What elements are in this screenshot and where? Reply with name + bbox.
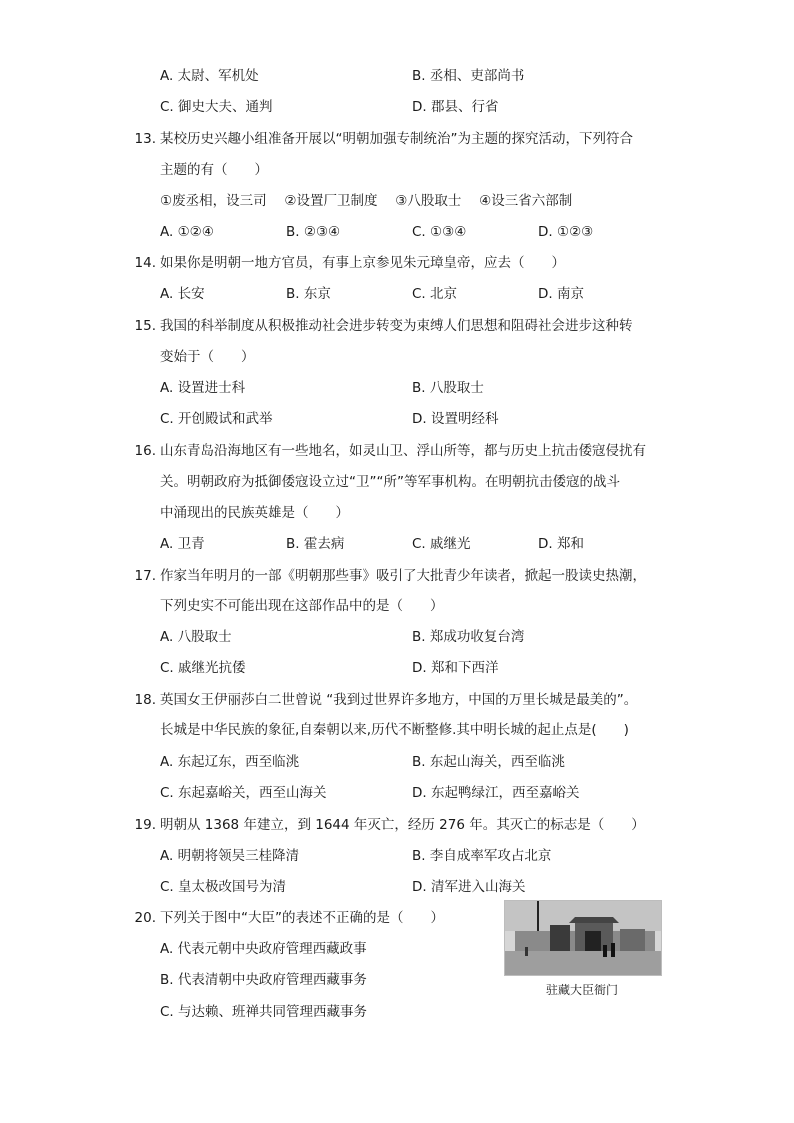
q17-stem-line1: 作家当年明月的一部《明朝那些事》吸引了大批青少年读者，掀起一股读史热潮， [160,568,646,584]
q13-stem-line2: 主题的有（ ） [160,162,268,178]
q18-option-c: C. 东起嘉峪关，西至山海关 [160,785,327,801]
yamen-photo-illustration [505,901,661,975]
q13-number: 13. [134,131,156,147]
q13-option-c: C. ①③④ [412,224,467,240]
q20-option-c: C. 与达赖、班禅共同管理西藏事务 [160,1004,368,1020]
q18-stem-line1: 英国女王伊丽莎白二世曾说 “我到过世界许多地方，中国的万里长城是最美的”。 [160,692,638,708]
q15-option-d: D. 设置明经科 [412,411,499,427]
q13-option-d: D. ①②③ [538,224,594,240]
q20-photo-caption: 驻藏大臣衙门 [545,983,618,997]
q13-items: ①废丞相，设三司 ②设置厂卫制度 ③八股取士 ④设三省六部制 [160,193,573,209]
q18-option-a: A. 东起辽东，西至临洮 [160,754,300,770]
q18-number: 18. [134,692,156,708]
q16-number: 16. [134,443,156,459]
q19-stem-line1: 明朝从 1368 年建立，到 1644 年灭亡，经历 276 年。其灭亡的标志是（ ） [160,817,645,833]
q20-option-b: B. 代表清朝中央政府管理西藏事务 [160,972,367,988]
q16-option-a: A. 卫青 [160,536,205,552]
q19-option-c: C. 皇太极改国号为清 [160,879,287,895]
q14-option-b: B. 东京 [286,286,331,302]
q19-number: 19. [134,817,156,833]
q13-option-a: A. ①②④ [160,224,214,240]
q15-option-a: A. 设置进士科 [160,380,246,396]
q20-option-a: A. 代表元朝中央政府管理西藏政事 [160,941,367,957]
q15-option-c: C. 开创殿试和武举 [160,411,273,427]
q17-option-d: D. 郑和下西洋 [412,660,499,676]
q17-number: 17. [134,568,156,584]
q13-stem-line1: 某校历史兴趣小组准备开展以“明朝加强专制统治”为主题的探究活动，下列符合 [160,131,633,147]
q20-number: 20. [134,910,156,926]
q13-option-b: B. ②③④ [286,224,341,240]
q17-option-b: B. 郑成功收复台湾 [412,629,525,645]
q12-option-b: B. 丞相、吏部尚书 [412,68,525,84]
q12-option-c: C. 御史大夫、通判 [160,99,273,115]
q14-stem-line1: 如果你是明朝一地方官员，有事上京参见朱元璋皇帝，应去（ ） [160,255,565,271]
q14-option-d: D. 南京 [538,286,584,302]
q16-option-c: C. 戚继光 [412,536,471,552]
q16-stem-line1: 山东青岛沿海地区有一些地名，如灵山卫、浮山所等，都与历史上抗击倭寇侵扰有 [160,443,646,459]
q16-option-d: D. 郑和 [538,536,584,552]
q15-number: 15. [134,318,156,334]
q15-option-b: B. 八股取士 [412,380,484,396]
q16-stem-line2: 关。明朝政府为抵御倭寇设立过“卫”“所”等军事机构。在明朝抗击倭寇的战斗 [160,474,620,490]
q12-option-d: D. 郡县、行省 [412,99,499,115]
q15-stem-line2: 变始于（ ） [160,349,255,365]
q17-option-c: C. 戚继光抗倭 [160,660,246,676]
q14-option-c: C. 北京 [412,286,458,302]
q20-stem-line1: 下列关于图中“大臣”的表述不正确的是（ ） [160,910,444,926]
q18-stem-line2: 长城是中华民族的象征,自秦朝以来,历代不断整修.其中明长城的起止点是( ) [160,722,629,738]
q12-option-a: A. 太尉、军机处 [160,68,259,84]
q20-photo [504,900,662,976]
q14-option-a: A. 长安 [160,286,205,302]
q17-option-a: A. 八股取士 [160,629,232,645]
q15-stem-line1: 我国的科举制度从积极推动社会进步转变为束缚人们思想和阻碍社会进步这种转 [160,318,633,334]
q19-option-b: B. 李自成率军攻占北京 [412,848,552,864]
q17-stem-line2: 下列史实不可能出现在这部作品中的是（ ） [160,598,444,614]
q16-stem-line3: 中涌现出的民族英雄是（ ） [160,505,349,521]
q18-option-b: B. 东起山海关，西至临洮 [412,754,565,770]
q16-option-b: B. 霍去病 [286,536,345,552]
q14-number: 14. [134,255,156,271]
q19-option-a: A. 明朝将领吴三桂降清 [160,848,300,864]
q18-option-d: D. 东起鸭绿江，西至嘉峪关 [412,785,580,801]
q19-option-d: D. 清军进入山海关 [412,879,526,895]
